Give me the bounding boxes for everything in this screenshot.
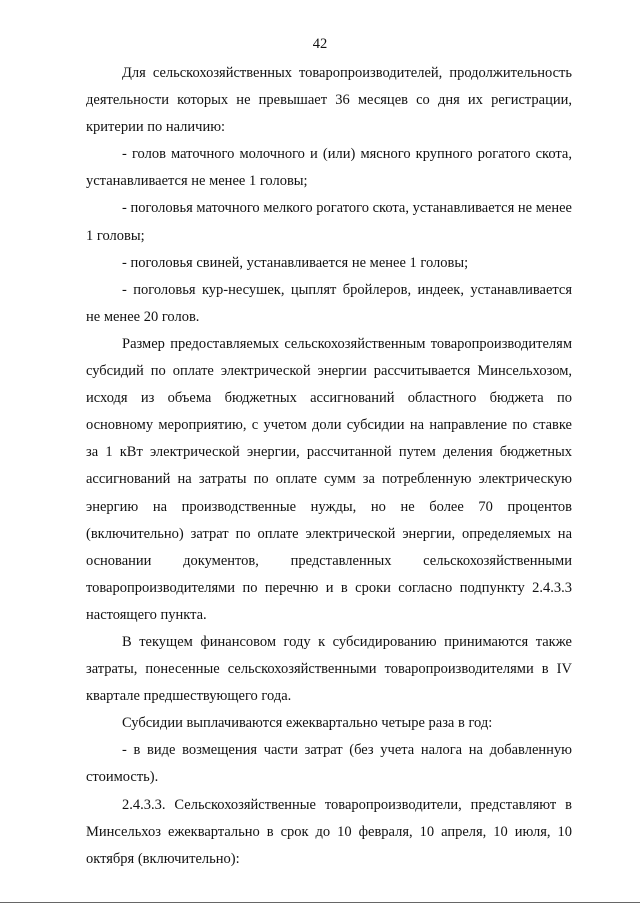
paragraph-criterion-cattle: - голов маточного молочного и (или) мясного крупного рогатого скота, устанавливается не менее 1 головы;: [86, 146, 572, 190]
paragraph-payment-schedule: Субсидии выплачиваются ежеквартально четыре раза в год:: [122, 715, 493, 732]
paragraph-section-2-4-3-3: 2.4.3.3. Сельскохозяйственные товаропроизводители, представляют в Минсельхоз ежеквартально в срок до 10 февраля, 10 апреля, 10 июля, 10 октября (включительно):: [86, 796, 572, 867]
document-body: [86, 60, 572, 873]
paragraph-current-year: В текущем финансовом году к субсидированию принимаются также затраты, понесенные сельскохозяйственными товаропроизводителями в IV квартале предшествующего года.: [86, 633, 572, 705]
paragraph-criterion-pigs: - поголовья свиней, устанавливается не менее 1 головы;: [122, 254, 469, 271]
page-number: 42: [312, 36, 328, 52]
paragraph-criterion-poultry: - поголовья кур-несушек, цыплят бройлеров, индеек, устанавливается не менее 20 голов.: [86, 281, 572, 325]
paragraph-intro: Для сельскохозяйственных товаропроизводителей, продолжительность деятельности которых не превышает 36 месяцев со дня их регистрации, критерии по наличию:: [86, 65, 572, 136]
paragraph-subsidy-size: Размер предоставляемых сельскохозяйственным товаропроизводителям субсидий по оплате электрической энергии рассчитывается Минсельхозом, исходя из объема бюджетных ассигнований областного бюджета по основному мероприятию, с учетом доли субсидии на направление по ставке за 1 кВт электрической энергии, рассчитанной путем деления бюджетных ассигнований на затраты по оплате сумм за потребленную электрическую энергию на производственные нужды, но не более 70 процентов (включительно) затрат по оплате электрической энергии, определяемых на основании документов, представленных сельскохозяйственными товаропроизводителями по перечню и в сроки согласно подпункту 2.4.3.3 настоящего пункта.: [86, 335, 572, 623]
bottom-border-line: [0, 902, 640, 903]
paragraph-criterion-small-cattle: - поголовья маточного мелкого рогатого скота, устанавливается не менее 1 головы;: [86, 200, 572, 244]
paragraph-reimbursement: - в виде возмещения части затрат (без учета налога на добавленную стоимость).: [86, 742, 572, 786]
